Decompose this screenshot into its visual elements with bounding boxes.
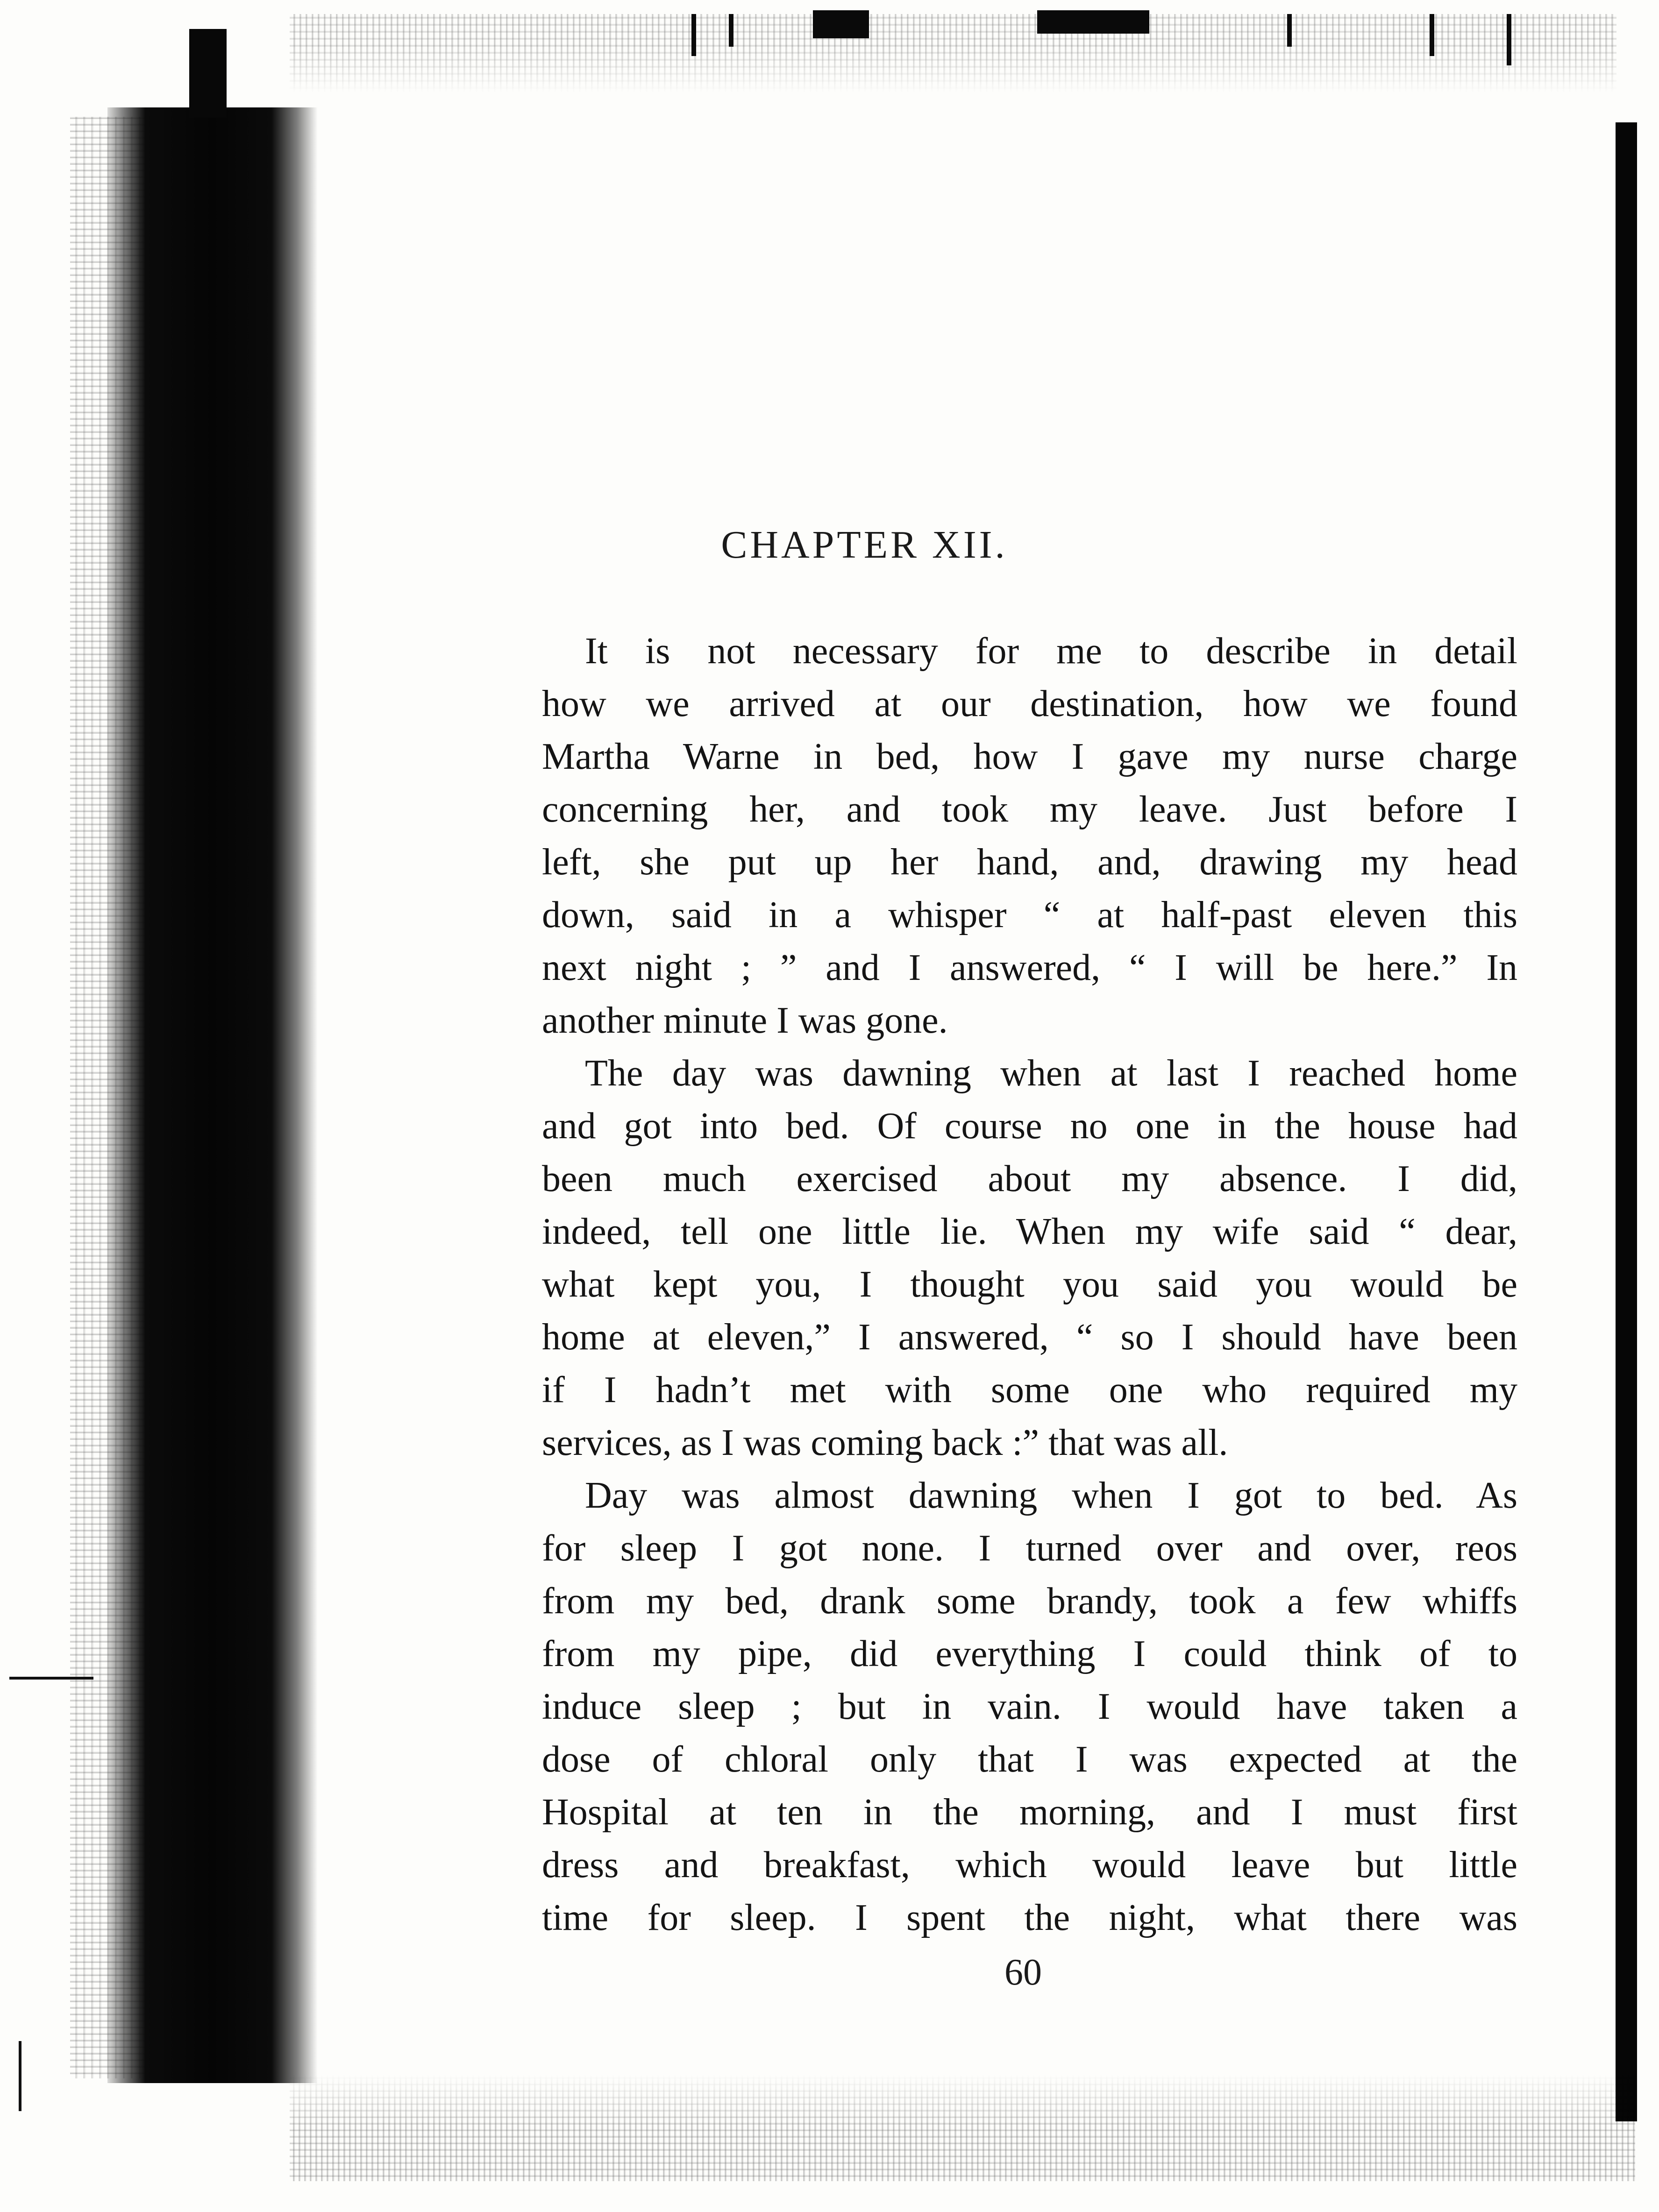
text-line: concerning her, and took my leave. Just before I — [542, 789, 1517, 830]
scan-artifact-edge-tick — [19, 2041, 21, 2111]
scan-edge-noise-top — [290, 14, 1616, 93]
chapter-heading: CHAPTER XII. — [721, 523, 1008, 567]
text-line: been much exercised about my absence. I did, — [542, 1158, 1517, 1199]
text-line: and got into bed. Of course no one in the house had — [542, 1106, 1517, 1147]
text-line: induce sleep ; but in vain. I would have taken a — [542, 1686, 1517, 1727]
text-line: services, as I was coming back :” that was all. — [542, 1422, 1228, 1463]
text-line: if I hadn’t met with some one who required my — [542, 1369, 1517, 1411]
text-line: It is not necessary for me to describe in detail — [585, 631, 1517, 672]
text-line: Hospital at ten in the morning, and I must first — [542, 1792, 1517, 1833]
text-line: The day was dawning when at last I reached home — [585, 1053, 1517, 1094]
text-line: from my pipe, did everything I could think of to — [542, 1633, 1517, 1674]
text-line: dress and breakfast, which would leave but little — [542, 1844, 1517, 1886]
scan-artifact-top-tick — [1287, 14, 1292, 47]
text-line: left, she put up her hand, and, drawing my head — [542, 842, 1517, 883]
text-line: what kept you, I thought you said you would be — [542, 1264, 1517, 1305]
scan-artifact-top-tick — [691, 14, 696, 56]
binding-gutter-tab — [189, 29, 227, 118]
scan-artifact-top-tick — [1430, 14, 1434, 56]
scan-edge-noise-bottom — [290, 2074, 1635, 2181]
scan-artifact-top-block — [1037, 10, 1149, 34]
scan-edge-strip-right — [1616, 122, 1637, 2121]
scan-artifact-top-block — [813, 10, 869, 38]
text-line: another minute I was gone. — [542, 1000, 948, 1041]
scan-artifact-top-tick — [729, 14, 733, 47]
scan-artifact-edge-tick — [9, 1677, 93, 1680]
paragraph — [542, 1469, 1517, 1944]
paragraph — [542, 1047, 1517, 1469]
text-line: how we arrived at our destination, how we found — [542, 683, 1517, 724]
chapter-body — [542, 625, 1517, 1944]
scan-artifact-top-tick — [1507, 14, 1511, 65]
text-line: Martha Warne in bed, how I gave my nurse charge — [542, 736, 1517, 777]
text-line: down, said in a whisper “ at half-past eleven this — [542, 894, 1517, 936]
text-line: time for sleep. I spent the night, what there was — [542, 1897, 1517, 1938]
text-line: home at eleven,” I answered, “ so I should have been — [542, 1317, 1517, 1358]
binding-gutter-shadow — [107, 107, 318, 2083]
text-line: Day was almost dawning when I got to bed. As — [585, 1475, 1517, 1516]
text-line: for sleep I got none. I turned over and over, reos — [542, 1528, 1517, 1569]
paragraph — [542, 625, 1517, 1047]
page-number: 60 — [1004, 1952, 1042, 1993]
text-line: next night ; ” and I answered, “ I will be here.” In — [542, 947, 1517, 988]
text-line: indeed, tell one little lie. When my wife said “ dear, — [542, 1211, 1517, 1252]
text-line: dose of chloral only that I was expected at the — [542, 1739, 1517, 1780]
text-line: from my bed, drank some brandy, took a few whiffs — [542, 1581, 1517, 1622]
